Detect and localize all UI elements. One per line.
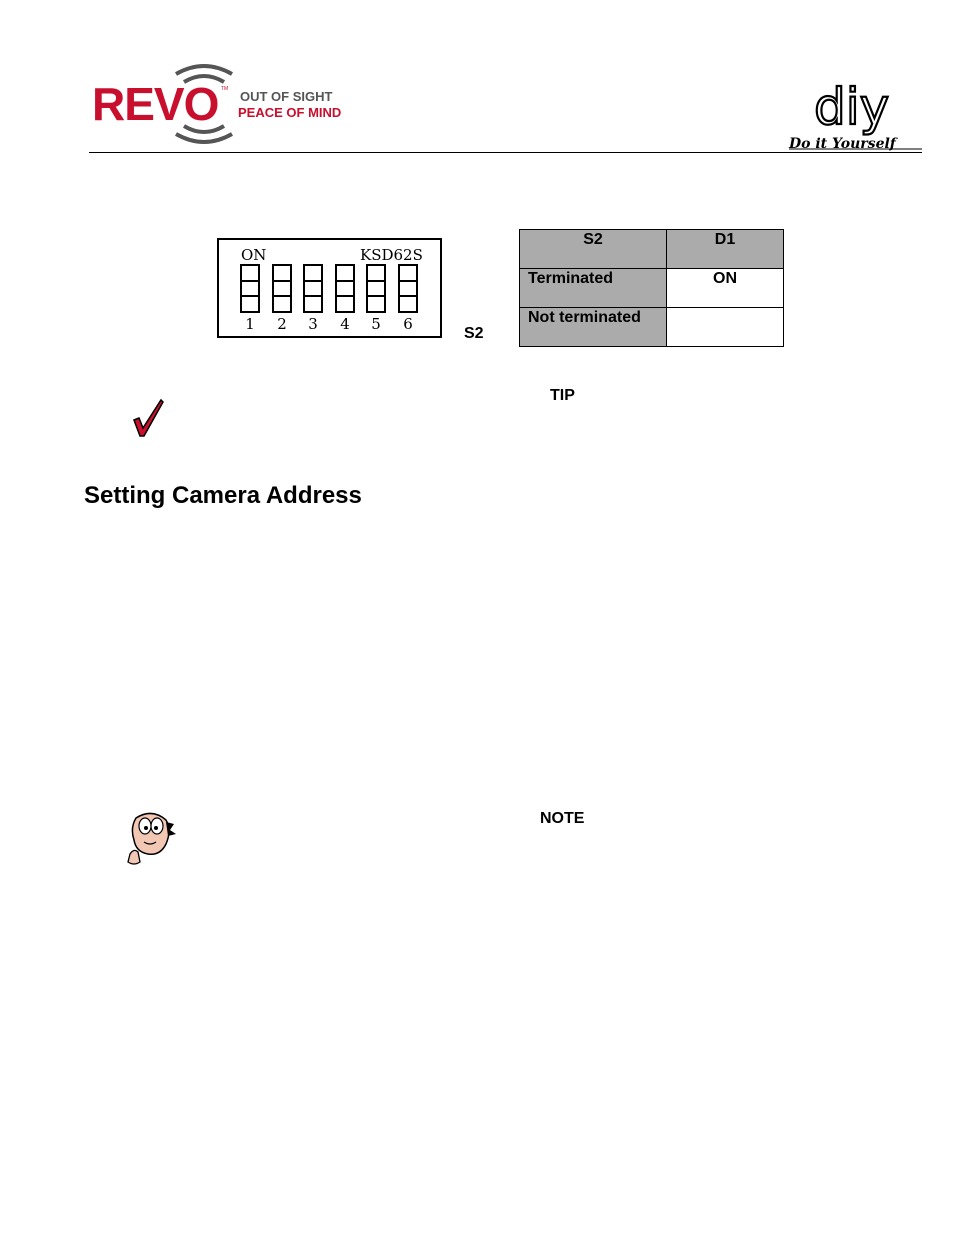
table-cell [667,308,784,347]
header-rule [89,152,922,153]
diy-slogan: Do it Yourself [789,136,896,152]
revo-logo [88,60,358,150]
s2-caption: S2 [464,325,484,342]
table-row [520,269,784,308]
table-cell: Terminated [520,269,667,308]
table-header-cell: D1 [667,230,784,269]
dip-switch-diagram [217,238,442,338]
table-cell: Not terminated [520,308,667,347]
dip-number: 3 [308,315,318,333]
tagline-line2: PEACE OF MIND [238,105,342,120]
dip-number: 1 [245,315,255,333]
section-title: Setting Camera Address [84,482,362,509]
diy-mark: diy [814,78,890,136]
dip-number: 6 [403,315,413,333]
revo-wordmark: REVO [92,78,219,130]
note-label: NOTE [540,810,585,827]
dip-number: 5 [371,315,381,333]
table-cell: ON [667,269,784,308]
table-row [520,308,784,347]
note-face-icon [122,810,178,868]
tip-label: TIP [550,387,575,404]
checkmark-icon [130,398,166,438]
dip-number: 2 [277,315,287,333]
tagline-line1: OUT OF SIGHT [240,89,333,104]
dip-number: 4 [340,315,350,333]
table-header-row [520,230,784,269]
dip-on-label: ON [241,246,267,264]
trademark-symbol: TM [221,86,229,92]
diy-logo [786,74,926,154]
dip-model-label: KSD62S [360,246,423,264]
termination-table [519,229,784,347]
table-header-cell: S2 [520,230,667,269]
